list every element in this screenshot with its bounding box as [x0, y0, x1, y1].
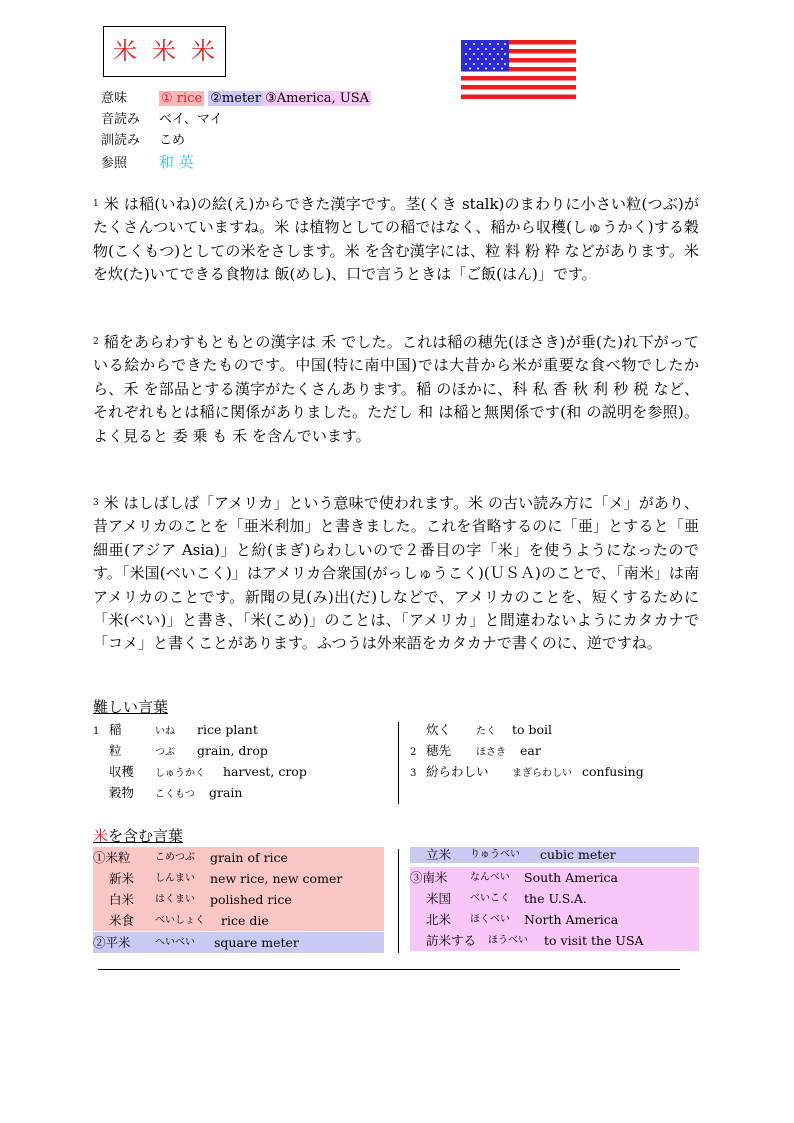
- meaning-1: ① rice: [161, 91, 203, 106]
- kanji-form-1: 米: [113, 37, 137, 65]
- list-item: ①米粒 こめつぶ grain of rice: [93, 847, 384, 868]
- divider: [398, 849, 399, 953]
- meaning-3: ③America, USA: [265, 91, 370, 106]
- list-item: 2 穂先 ほさき ear: [410, 743, 541, 758]
- paragraph-2: $^2$ 稲をあらわすもともとの漢字は 禾 でした。これは稲の穂先(ほさき)が垂(た)れ下がっている絵からできたものです。中国(特に南中国)では大昔から米が重要な食べ物でしたから、禾 を部品とする漢字がたくさんあります。稲 のほかに、科 私 香 秋 利 秒 税 など、それぞれもとは稲に関係がありました。ただし 和 は稲と無関係です(和 の説明を参照)。よく見ると 委 乗 も 禾 を含んでいます。: [93, 333, 699, 445]
- meaning-2: ②meter: [210, 91, 262, 106]
- list-item: 米食 べいしょく rice die: [93, 910, 384, 931]
- onyomi-row: [101, 111, 223, 129]
- bottom-rule: [98, 969, 680, 970]
- kanji-form-2: 米: [152, 37, 176, 65]
- compounds-left: [93, 847, 384, 953]
- meaning-row: [101, 90, 371, 108]
- paragraph-1-text: 米 は稲(いね)の絵(え)からできた漢字です。茎(くき stalk)のまわりに小さい粒(つぶ)がたくさんついていますね。米 は植物としての稲ではなく、稲から収穫(しゅうかく)する穀物(こくもつ)としての米をさします。米 を含む漢字には、粒 料 粉 粋 などがあります。米を炊(た)いてできる食物は 飯(めし)、口で言うときは「ご飯(はん)」です。: [93, 195, 699, 284]
- reference-label: 参照: [101, 156, 128, 171]
- reference-row: [101, 153, 194, 173]
- onyomi-label: 音読み: [101, 112, 141, 127]
- list-item: 穀物 こくもつ grain: [109, 785, 243, 800]
- kanji-forms-box: [103, 26, 226, 77]
- list-item: 1 稲 いね rice plant: [93, 722, 258, 737]
- compounds-right: [410, 847, 699, 951]
- list-item: 新米 しんまい new rice, new comer: [93, 868, 384, 889]
- kunyomi-value: こめ: [159, 133, 186, 148]
- compounds-title: [93, 825, 183, 846]
- meaning-label: 意味: [101, 91, 128, 106]
- list-item: ③南米 なんべい South America: [410, 867, 699, 888]
- list-item: 立米 りゅうべい cubic meter: [410, 847, 699, 863]
- list-item: 白米 はくまい polished rice: [93, 889, 384, 910]
- us-flag-icon: [461, 40, 576, 99]
- paragraph-3: $^3$ 米 はしばしば「アメリカ」という意味で使われます。米 の古い読み方に「メ」があり、昔アメリカのことを「亜米利加」と書きました。これを省略するのに「亜」とすると「亜細亜(アジア Asia)」と紛(まぎ)らわしいので２番目の字「米」を使うようになったのです。「米国(べいこく)」はアメリカ合衆国(がっしゅうこく)(ＵＳＡ)のことで、「南米」は南アメリカのことです。新聞の見(み)出(だ)しなどで、アメリカのことを、短くするために「米(べい)」と書き、「米(こめ)」のことは、「アメリカ」と間違わないようにカタカナで「コメ」と書くことがあります。ふつうは外来語をカタカナで書くのに、逆ですね。: [93, 494, 699, 653]
- divider: [398, 722, 399, 804]
- kanji-form-3: 米: [191, 37, 215, 65]
- difficult-words-left: [93, 719, 393, 803]
- list-item: 3 紛らわしい まぎらわしい confusing: [410, 764, 644, 779]
- paragraph-1: $^1$ 米 は稲(いね)の絵(え)からできた漢字です。茎(くき stalk)のまわりに小さい粒(つぶ)がたくさんついていますね。米 は植物としての稲ではなく、稲から収穫(しゅうかく)する穀物(こくもつ)としての米をさします。米 を含む漢字には、粒 料 粉 粋 などがあります。米を炊(た)いてできる食物は 飯(めし)、口で言うときは「ご飯(はん)」です。: [93, 195, 699, 284]
- difficult-words-title: 難しい言葉: [93, 698, 169, 716]
- paragraph-3-text: 米 はしばしば「アメリカ」という意味で使われます。米 の古い読み方に「メ」があり、昔アメリカのことを「亜米利加」と書きました。これを省略するのに「亜」とすると「亜細亜(アジア Asia)」と紛(まぎ)らわしいので２番目の字「米」を使うようになったのです。「米国(べいこく)」はアメリカ合衆国(がっしゅうこく)(ＵＳＡ)のことで、「南米」は南アメリカのことです。新聞の見(み)出(だ)しなどで、アメリカのことを、短くするために「米(べい)」と書き、「米(こめ)」のことは、「アメリカ」と間違わないようにカタカナで「コメ」と書くことがあります。ふつうは外来語をカタカナで書くのに、逆ですね。: [93, 494, 699, 653]
- difficult-words-right: [410, 719, 700, 782]
- list-item: 北米 ほくべい North America: [410, 909, 699, 930]
- kunyomi-label: 訓読み: [101, 133, 141, 148]
- kunyomi-row: [101, 132, 185, 150]
- list-item: 収穫 しゅうかく harvest, crop: [109, 764, 307, 779]
- onyomi-value: ベイ、マイ: [159, 112, 223, 127]
- list-item: ②平米 へいべい square meter: [93, 932, 384, 953]
- compounds-title-rest: を含む言葉: [108, 827, 184, 845]
- list-item: 米国 べいこく the U.S.A.: [410, 888, 699, 909]
- compounds-title-kanji: 米: [93, 827, 109, 845]
- list-item: 訪米する ほうべい to visit the USA: [410, 930, 699, 951]
- list-item: 炊く たく to boil: [426, 722, 553, 737]
- list-item: 粒 つぶ grain, drop: [109, 743, 268, 758]
- reference-value: 和 英: [159, 153, 194, 171]
- paragraph-2-text: 稲をあらわすもともとの漢字は 禾 でした。これは稲の穂先(ほさき)が垂(た)れ下がっている絵からできたものです。中国(特に南中国)では大昔から米が重要な食べ物でしたから、禾 を部品とする漢字がたくさんあります。稲 のほかに、科 私 香 秋 利 秒 税 など、それぞれもとは稲に関係がありました。ただし 和 は稲と無関係です(和 の説明を参照)。よく見ると 委 乗 も 禾 を含んでいます。: [93, 333, 699, 445]
